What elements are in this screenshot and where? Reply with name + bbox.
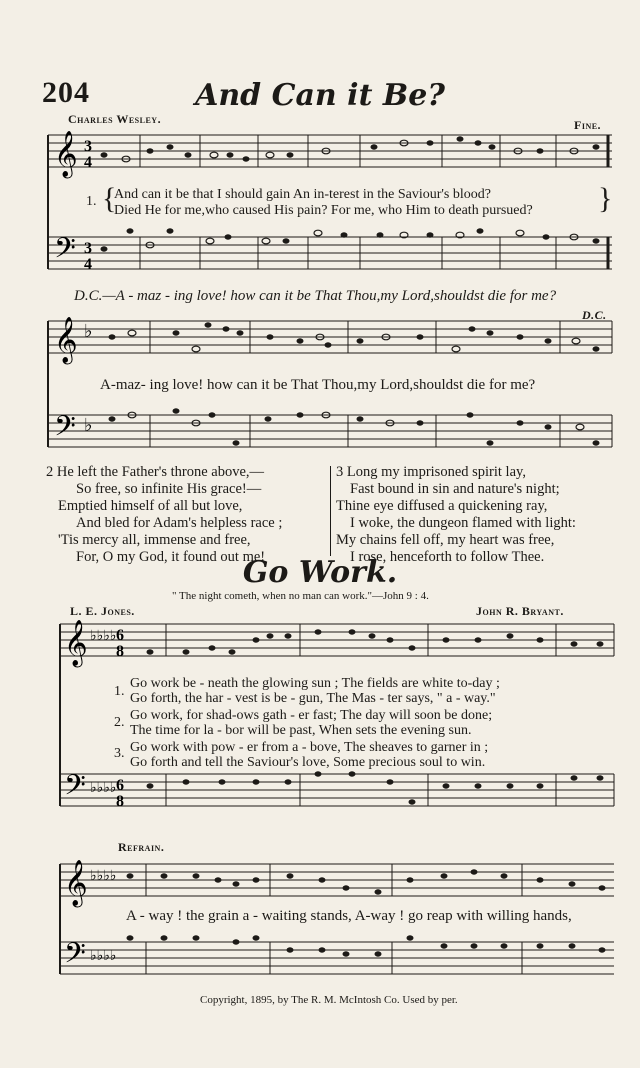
svg-text:4: 4 bbox=[84, 154, 92, 171]
stanza2-line: And bled for Adam's helpless race ; bbox=[76, 515, 283, 531]
hymn1-fine: Fine. bbox=[574, 118, 602, 132]
hymn1-stanza2 bbox=[46, 464, 282, 566]
hymn1-verse-line2: Died He for me,who caused His pain? For me, who Him to death pursued? bbox=[114, 203, 533, 218]
svg-text:♭: ♭ bbox=[84, 415, 93, 435]
stanza-divider bbox=[330, 466, 331, 556]
hymn2-lyric-line: Go forth, the har - vest is be - gun, The Mas - ter says, " a - way." bbox=[130, 691, 496, 706]
hymn2-refrain-label: Refrain. bbox=[118, 840, 165, 854]
svg-text:6: 6 bbox=[116, 627, 124, 644]
svg-text:♭♭♭♭: ♭♭♭♭ bbox=[90, 949, 117, 964]
stanza2-line: 2 He left the Father's throne above,— bbox=[46, 464, 265, 480]
hymn1-dc-line: D.C.—A - maz - ing love! how can it be That Thou,my Lord,shouldst die for me? bbox=[74, 288, 557, 304]
hymn2-verse-number: 3. bbox=[114, 746, 125, 761]
page-number: 204 bbox=[42, 76, 90, 109]
hymn2-verse-number: 2. bbox=[114, 715, 125, 730]
hymn1-verse-line1: And can it be that I should gain An in-terest in the Saviour's blood? bbox=[114, 187, 491, 202]
stanza2-line: For, O my God, it found out me! bbox=[76, 549, 266, 565]
svg-text:8: 8 bbox=[116, 643, 124, 660]
svg-text:♭♭♭♭: ♭♭♭♭ bbox=[90, 629, 117, 644]
hymn1-title: And Can it Be? bbox=[195, 78, 445, 113]
svg-text:4: 4 bbox=[84, 256, 92, 273]
svg-text:𝄞: 𝄞 bbox=[64, 620, 88, 666]
stanza3-line: 3 Long my imprisoned spirit lay, bbox=[336, 464, 526, 480]
svg-text:𝄞: 𝄞 bbox=[54, 317, 78, 363]
hymn2-author: L. E. Jones. bbox=[70, 604, 135, 618]
svg-text:𝄞: 𝄞 bbox=[54, 131, 78, 177]
stanza3-line: My chains fell off, my heart was free, bbox=[336, 532, 555, 548]
copyright-notice: Copyright, 1895, by The R. M. McIntosh Co. Used by per. bbox=[200, 994, 458, 1006]
hymn2-composer: John R. Bryant. bbox=[476, 604, 564, 618]
hymn2-verse-number: 1. bbox=[114, 684, 125, 699]
hymn2-lyric-line: The time for la - bor will be past, When sets the evening sun. bbox=[130, 723, 472, 738]
svg-text:6: 6 bbox=[116, 777, 124, 794]
stanza3-line: Thine eye diffused a quickening ray, bbox=[336, 498, 548, 514]
svg-text:𝄢: 𝄢 bbox=[64, 769, 86, 809]
svg-text:3: 3 bbox=[84, 240, 92, 257]
stanza3-line: I woke, the dungeon flamed with light: bbox=[350, 515, 576, 531]
hymn1-verse-number: 1. bbox=[86, 194, 97, 209]
hymn2-lyric-line: Go work with pow - er from a - bove, The sheaves to garner in ; bbox=[130, 740, 489, 755]
hymn2-lyric-line: Go forth and tell the Saviour's love, Some precious soul to win. bbox=[130, 755, 486, 770]
hymn1-chorus-line: A-maz- ing love! how can it be That Thou,my Lord,shouldst die for me? bbox=[100, 377, 536, 393]
svg-text:♭♭♭♭: ♭♭♭♭ bbox=[90, 869, 117, 884]
hymn1-stanza3 bbox=[336, 464, 576, 566]
svg-text:8: 8 bbox=[116, 793, 124, 810]
hymn1-author: Charles Wesley. bbox=[68, 112, 162, 126]
svg-text:𝄞: 𝄞 bbox=[64, 860, 88, 906]
hymn2-lyric-line: Go work, for shad-ows gath - er fast; The day will soon be done; bbox=[130, 708, 493, 723]
hymn2-lyric-line: Go work be - neath the glowing sun ; The fields are white to-day ; bbox=[130, 676, 500, 691]
svg-text:♭: ♭ bbox=[84, 321, 93, 341]
svg-text:𝄢: 𝄢 bbox=[54, 410, 76, 450]
hymn1-verse-brace-right: } bbox=[598, 182, 613, 215]
svg-text:3: 3 bbox=[84, 138, 92, 155]
hymn2-epigraph: " The night cometh, when no man can work."—John 9 : 4. bbox=[172, 590, 429, 602]
hymn2-title: Go Work. bbox=[242, 555, 398, 590]
hymn2-refrain-line: A - way ! the grain a - waiting stands, A-way ! go reap with willing hands, bbox=[126, 908, 572, 924]
stanza3-line: Fast bound in sin and nature's night; bbox=[350, 481, 560, 497]
hymn1-verse-brace-left: { bbox=[102, 182, 117, 215]
stanza2-line: 'Tis mercy all, immense and free, bbox=[58, 532, 251, 548]
svg-text:𝄢: 𝄢 bbox=[54, 232, 76, 272]
stanza3-line: I rose, henceforth to follow Thee. bbox=[350, 549, 545, 565]
stanza2-line: Emptied himself of all but love, bbox=[58, 498, 243, 514]
svg-text:𝄢: 𝄢 bbox=[64, 937, 86, 977]
hymn1-dc-mark: D.C. bbox=[582, 308, 607, 322]
stanza2-line: So free, so infinite His grace!— bbox=[76, 481, 262, 497]
svg-text:♭♭♭♭: ♭♭♭♭ bbox=[90, 781, 117, 796]
